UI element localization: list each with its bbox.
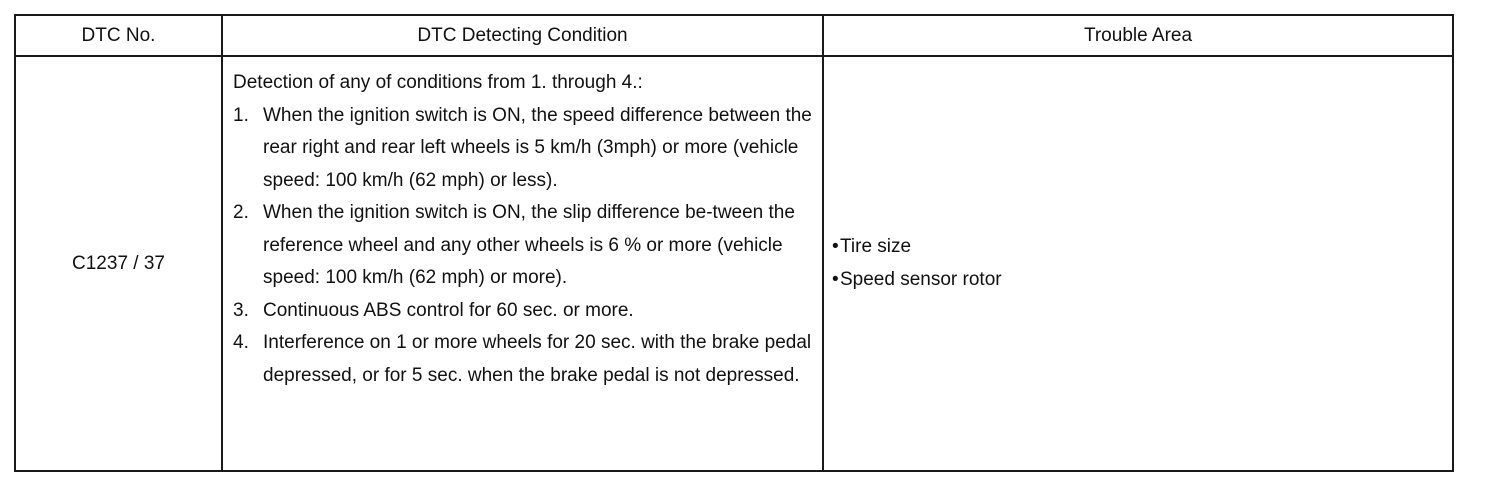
detecting-condition-cell xyxy=(222,56,823,471)
trouble-area-item xyxy=(832,231,1452,264)
table-row xyxy=(15,56,1453,471)
condition-item xyxy=(233,327,812,392)
condition-number: 3. xyxy=(233,299,249,321)
trouble-area-cell xyxy=(823,56,1453,471)
condition-text: When the ignition switch is ON, the speed difference between the rear right and rear left wheels is 5 km/h (3mph) or more (vehicle speed: 100 km/h (62 mph) or less). xyxy=(263,104,812,191)
condition-item xyxy=(233,100,812,198)
trouble-area-text: Tire size xyxy=(840,236,912,257)
bullet-icon: • xyxy=(832,236,839,257)
trouble-area-text: Speed sensor rotor xyxy=(840,268,1002,290)
header-row xyxy=(15,15,1453,56)
condition-text: When the ignition switch is ON, the slip difference be-tween the reference wheel and any other wheels is 6 % or more (vehicle speed: 100 km/h (62 mph) or more). xyxy=(263,202,795,288)
condition-text: Continuous ABS control for 60 sec. or more. xyxy=(263,299,634,321)
header-dtc-no: DTC No. xyxy=(15,15,222,56)
bullet-icon: • xyxy=(832,268,839,290)
condition-number: 1. xyxy=(233,104,249,126)
header-trouble-area: Trouble Area xyxy=(823,15,1453,56)
dtc-code-cell: C1237 / 37 xyxy=(15,56,222,471)
condition-list xyxy=(233,100,812,393)
condition-item xyxy=(233,197,812,295)
header-detecting-condition: DTC Detecting Condition xyxy=(222,15,823,56)
trouble-area-item xyxy=(832,264,1452,297)
dtc-table xyxy=(14,14,1454,472)
trouble-area-list xyxy=(832,231,1452,296)
condition-intro: Detection of any of conditions from 1. through 4.: xyxy=(233,72,643,93)
condition-item xyxy=(233,295,812,328)
condition-number: 2. xyxy=(233,202,249,223)
condition-number: 4. xyxy=(233,332,249,353)
condition-text: Interference on 1 or more wheels for 20 sec. with the brake pedal depressed, or for 5 sec. when the brake pedal is not depressed. xyxy=(263,332,812,386)
